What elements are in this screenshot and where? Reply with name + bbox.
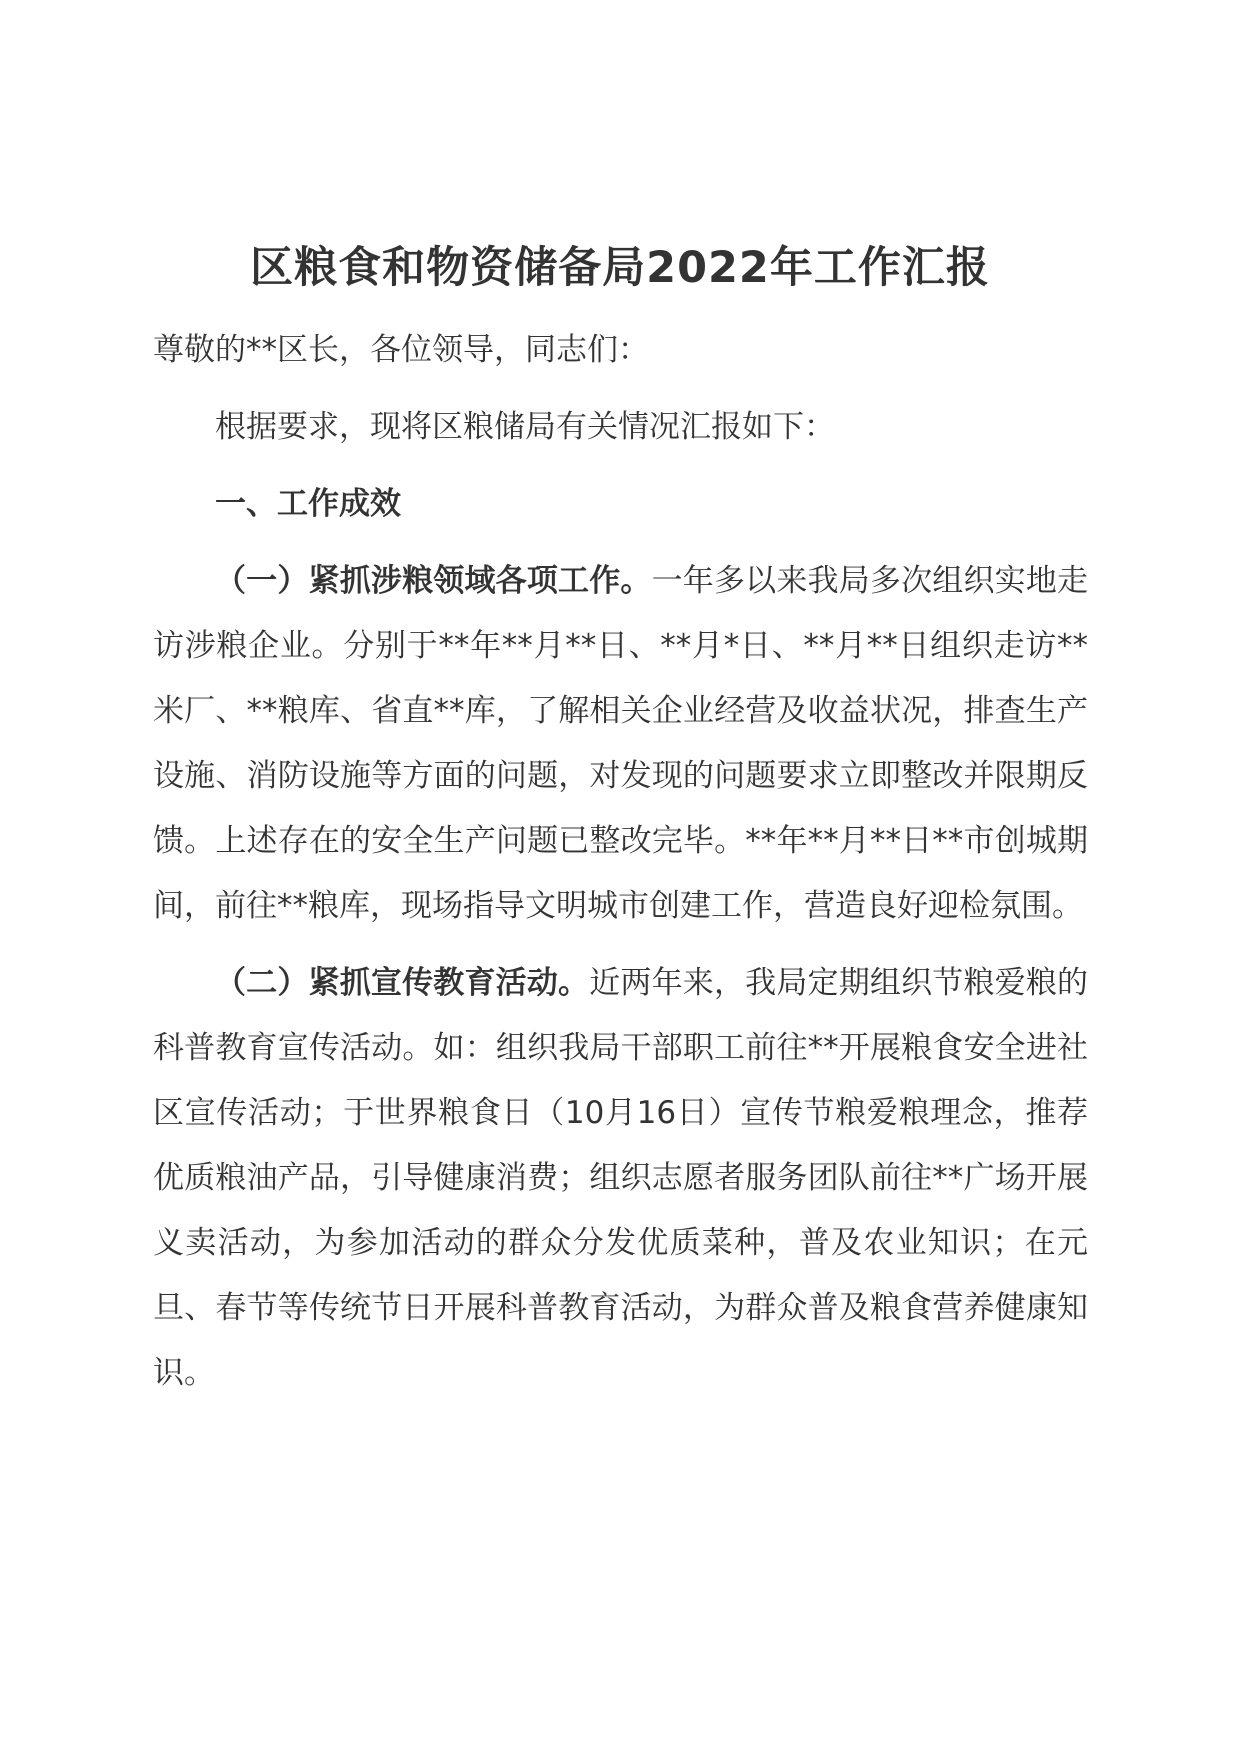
document-title: 区粮食和物资储备局2022年工作汇报 [250,243,990,293]
paragraph-2-lead: （二）紧抓宣传教育活动。 [215,965,590,1001]
section-heading: 一、工作成效 [215,486,401,522]
paragraph-2-text: 近两年来，我局定期组织节粮爱粮的科普教育宣传活动。如：组织我局干部职工前往**开展粮食安全进社区宣传活动；于世界粮食日（10月16日）宣传节粮爱粮理念，推荐优质粮油产品，引导健康消费；组织志愿者服务团队前往**广场开展义卖活动，为参加活动的群众分发优质菜种，普及农业知识；在元旦、春节等传统节日开展科普教育活动，为群众普及粮食营养健康知识。 [153,965,1089,1391]
paragraph-1-text: 一年多以来我局多次组织实地走访涉粮企业。分别于**年**月**日、**月*日、**月**日组织走访**米厂、**粮库、省直**库，了解相关企业经营及收益状况，排查生产设施、消防设施等方面的问题，对发现的问题要求立即整改并限期反馈。上述存在的安全生产问题已整改完毕。**年**月**日**市创城期间，前往**粮库，现场指导文明城市创建工作，营造良好迎检氛围。 [153,563,1088,924]
intro-paragraph: 根据要求，现将区粮储局有关情况汇报如下： [215,409,835,445]
paragraph-2 [153,951,1088,1406]
salutation: 尊敬的**区长，各位领导，同志们： [153,332,649,368]
paragraph-1 [153,549,1088,939]
document-body [153,318,1088,1418]
paragraph-1-lead: （一）紧抓涉粮领域各项工作。 [215,563,652,599]
